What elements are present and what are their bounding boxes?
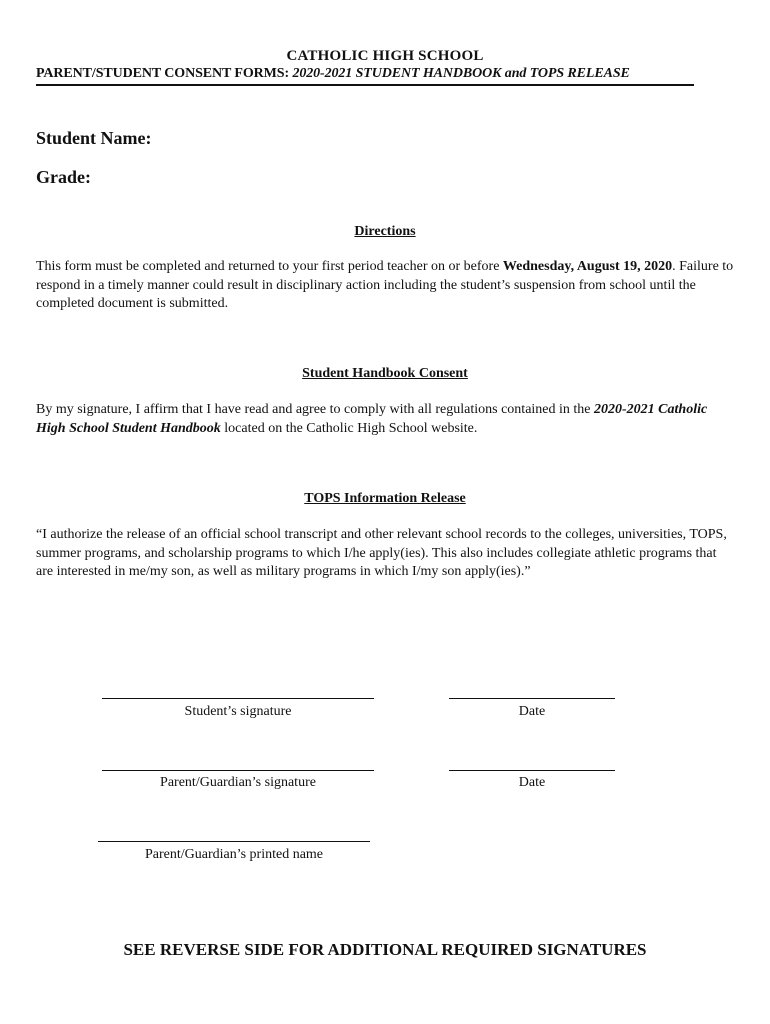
directions-deadline: Wednesday, August 19, 2020: [502, 259, 673, 274]
student-date-line[interactable]: [449, 698, 615, 699]
directions-heading: Directions: [354, 224, 416, 239]
tops-release-text: “I authorize the release of an official school transcript and other relevant school records to the colleges, universities, TOPS, summer programs, and scholarship programs to which I/he apply(ies). This also includes collegiate athletic programs that are interested in me/my son, as well as military programs in which I/my son apply(ies).”: [36, 527, 727, 579]
student-signature-label: Student’s signature: [184, 704, 292, 719]
parent-date-label: Date: [518, 775, 546, 790]
student-name-label: Student Name:: [36, 128, 152, 148]
parent-printed-name-line[interactable]: [98, 841, 370, 842]
handbook-text-before: By my signature, I affirm that I have read and agree to comply with all regulations contained in the: [36, 402, 595, 417]
school-title: CATHOLIC HIGH SCHOOL: [286, 48, 484, 64]
handbook-consent-heading: Student Handbook Consent: [302, 366, 468, 381]
directions-text-before: This form must be completed and returned to your first period teacher on or before: [36, 259, 503, 274]
subtitle-plain: PARENT/STUDENT CONSENT FORMS:: [36, 66, 293, 81]
directions-text-after: . Failure to respond in a timely manner could result in disciplinary action including the student’s suspension from school until the completed document is submitted.: [36, 259, 734, 311]
grade-label: Grade:: [36, 167, 91, 187]
subtitle-italic: 2020-2021 STUDENT HANDBOOK and TOPS RELEASE: [292, 66, 630, 81]
student-signature-line[interactable]: [102, 698, 374, 699]
parent-printed-name-label: Parent/Guardian’s printed name: [144, 847, 324, 862]
form-subtitle: [36, 66, 694, 86]
tops-release-heading: TOPS Information Release: [304, 491, 466, 506]
parent-signature-label: Parent/Guardian’s signature: [160, 775, 316, 790]
parent-date-line[interactable]: [449, 770, 615, 771]
directions-text: [36, 258, 736, 314]
handbook-text-after: located on the Catholic High School website.: [220, 420, 478, 436]
student-date-label: Date: [518, 704, 546, 719]
handbook-consent-text: [36, 401, 736, 438]
handbook-title: 2020-2021 Catholic High School Student Handbook: [36, 402, 708, 436]
reverse-side-note: SEE REVERSE SIDE FOR ADDITIONAL REQUIRED SIGNATURES: [123, 940, 647, 959]
parent-signature-line[interactable]: [102, 770, 374, 771]
